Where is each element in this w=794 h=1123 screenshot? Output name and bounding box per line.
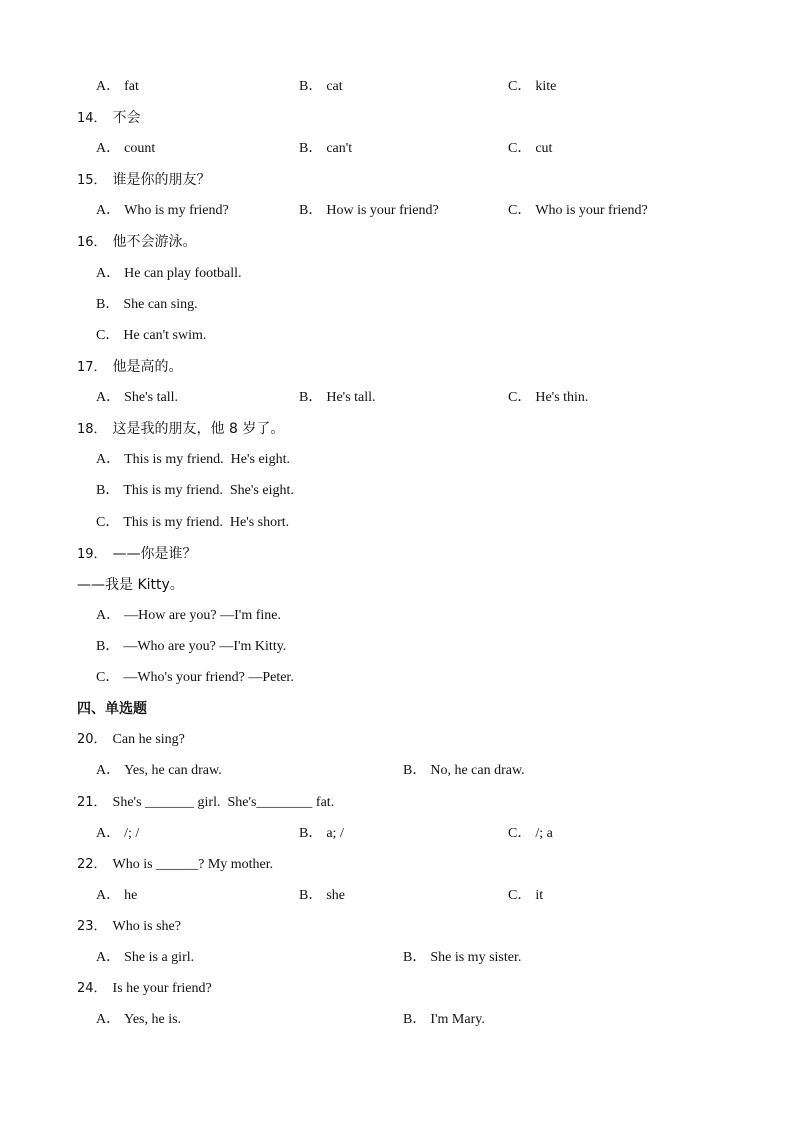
- q17-options: [0, 386, 794, 410]
- q13-option-a[interactable]: A． fat: [96, 79, 139, 94]
- q22-stem-line: [0, 853, 794, 877]
- q22-option-c[interactable]: C． it: [508, 888, 544, 903]
- q19-continuation-line: [0, 573, 794, 597]
- q21-option-c[interactable]: C． /; a: [508, 826, 553, 841]
- q17-stem-line: [0, 355, 794, 379]
- question-21: 21． She's _______ girl. She's________ fat.: [77, 795, 335, 810]
- q15-options: [0, 199, 794, 223]
- q21-option-a[interactable]: A． /; /: [96, 826, 140, 841]
- q24-options: [0, 1008, 794, 1032]
- q15-option-c[interactable]: C． Who is your friend?: [508, 203, 648, 218]
- q21-options: [0, 822, 794, 846]
- q16-option-a[interactable]: A． He can play football.: [96, 266, 242, 281]
- question-22: 22． Who is ______? My mother.: [77, 857, 274, 872]
- question-23: 23． Who is she?: [77, 919, 181, 934]
- q24-option-a[interactable]: A． Yes, he is.: [96, 1012, 182, 1027]
- q13-option-c[interactable]: C． kite: [508, 79, 557, 94]
- q16-option-b-line: [0, 293, 794, 317]
- q13-option-b[interactable]: B． cat: [299, 79, 343, 94]
- section-heading: 四、单选题: [77, 701, 147, 717]
- q23-option-a[interactable]: A． She is a girl.: [96, 950, 195, 965]
- q22-options: [0, 884, 794, 908]
- q19-option-c[interactable]: C． —Who's your friend? —Peter.: [96, 670, 294, 685]
- q18-option-b-line: [0, 479, 794, 503]
- q19-continuation: ——我是 Kitty。: [77, 577, 184, 593]
- q22-option-a[interactable]: A． he: [96, 888, 138, 903]
- q17-option-c[interactable]: C． He's thin.: [508, 390, 589, 405]
- q23-option-b[interactable]: B． She is my sister.: [403, 950, 522, 965]
- question-19: 19． ——你是谁？: [77, 546, 197, 562]
- q15-option-a[interactable]: A． Who is my friend?: [96, 203, 229, 218]
- q18-option-c-line: [0, 511, 794, 535]
- q19-option-b-line: [0, 635, 794, 659]
- q15-option-b[interactable]: B． How is your friend?: [299, 203, 439, 218]
- q18-option-a-line: [0, 448, 794, 472]
- q14-option-b[interactable]: B． can't: [299, 141, 353, 156]
- q14-stem-line: [0, 106, 794, 130]
- q21-stem-line: [0, 791, 794, 815]
- q22-option-b[interactable]: B． she: [299, 888, 346, 903]
- q19-stem-line: [0, 542, 794, 566]
- q19-option-a[interactable]: A． —How are you? —I'm fine.: [96, 608, 281, 623]
- question-15: 15． 谁是你的朋友？: [77, 172, 211, 188]
- q17-option-b[interactable]: B． He's tall.: [299, 390, 376, 405]
- section-4-line: [0, 697, 794, 721]
- q18-stem-line: [0, 417, 794, 441]
- q20-options: [0, 759, 794, 783]
- q16-option-b[interactable]: B． She can sing.: [96, 297, 198, 312]
- q15-stem-line: [0, 168, 794, 192]
- q13-options: [0, 75, 794, 99]
- q18-option-c[interactable]: C． This is my friend. He's short.: [96, 515, 290, 530]
- q20-option-b[interactable]: B． No, he can draw.: [403, 763, 525, 778]
- q20-option-a[interactable]: A． Yes, he can draw.: [96, 763, 222, 778]
- q20-stem-line: [0, 728, 794, 752]
- q17-option-a[interactable]: A． She's tall.: [96, 390, 178, 405]
- q18-option-a[interactable]: A． This is my friend. He's eight.: [96, 452, 290, 467]
- q16-option-c[interactable]: C． He can't swim.: [96, 328, 207, 343]
- q23-options: [0, 946, 794, 970]
- q14-option-a[interactable]: A． count: [96, 141, 156, 156]
- q19-option-a-line: [0, 604, 794, 628]
- q24-stem-line: [0, 977, 794, 1001]
- question-18: 18． 这是我的朋友，他 8 岁了。: [77, 421, 285, 437]
- q16-option-a-line: [0, 262, 794, 286]
- q19-option-b[interactable]: B． —Who are you? —I'm Kitty.: [96, 639, 287, 654]
- question-20: 20． Can he sing?: [77, 732, 185, 747]
- question-24: 24． Is he your friend?: [77, 981, 212, 996]
- q24-option-b[interactable]: B． I'm Mary.: [403, 1012, 485, 1027]
- question-16: 16． 他不会游泳。: [77, 234, 197, 250]
- question-14: 14． 不会: [77, 110, 141, 126]
- q19-option-c-line: [0, 666, 794, 690]
- q16-option-c-line: [0, 324, 794, 348]
- q14-options: [0, 137, 794, 161]
- q16-stem-line: [0, 230, 794, 254]
- question-17: 17． 他是高的。: [77, 359, 183, 375]
- q23-stem-line: [0, 915, 794, 939]
- q14-option-c[interactable]: C． cut: [508, 141, 553, 156]
- q18-option-b[interactable]: B． This is my friend. She's eight.: [96, 483, 294, 498]
- q21-option-b[interactable]: B． a; /: [299, 826, 344, 841]
